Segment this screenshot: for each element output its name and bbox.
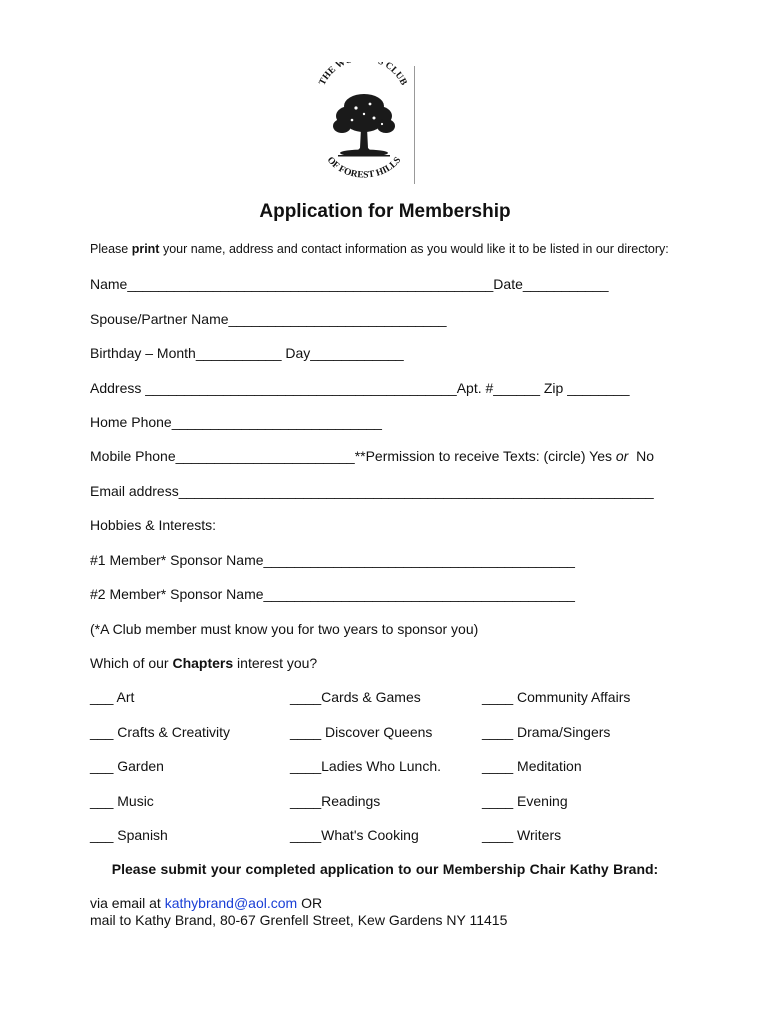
club-logo xyxy=(312,62,416,186)
email-link[interactable]: kathybrand@aol.com xyxy=(164,895,298,911)
mobile-phone-field[interactable] xyxy=(90,448,654,464)
via-email-or: OR xyxy=(297,895,323,911)
sponsor-note: (*A Club member must know you for two years to sponsor you) xyxy=(90,621,479,637)
via-email-text: via email at xyxy=(90,895,165,911)
chapter-meditation[interactable]: ____ Meditation xyxy=(482,758,582,774)
chapter-crafts-creativity[interactable]: ___ Crafts & Creativity xyxy=(90,724,231,740)
chapter-community-affairs[interactable]: ____ Community Affairs xyxy=(482,689,631,705)
sponsor-2-field[interactable]: #2 Member* Sponsor Name________________________________________ xyxy=(90,586,575,602)
intro-before: Please xyxy=(90,242,132,256)
intro-text xyxy=(90,242,669,256)
birthday-field[interactable]: Birthday – Month___________ Day____________ xyxy=(90,345,404,361)
chapter-garden[interactable]: ___ Garden xyxy=(90,758,164,774)
chapters-question-before: Which of our xyxy=(90,655,173,671)
name-date-field[interactable]: Name_______________________________________________Date___________ xyxy=(90,276,609,292)
address-field[interactable]: Address ________________________________________Apt. #______ Zip ________ xyxy=(90,380,630,396)
chapters-question-bold: Chapters xyxy=(172,655,234,671)
logo-top-text: THE W S CLUB xyxy=(317,62,409,88)
email-field[interactable]: Email address_____________________________________________________________ xyxy=(90,483,654,499)
page-title: Application for Membership xyxy=(259,201,511,222)
chapter-art[interactable]: ___ Art xyxy=(90,689,135,705)
home-phone-field[interactable]: Home Phone___________________________ xyxy=(90,414,382,430)
text-permission-no: No xyxy=(628,448,655,464)
chapter-drama-singers[interactable]: ____ Drama/Singers xyxy=(482,724,611,740)
chapter-readings[interactable]: ____Readings xyxy=(290,793,381,809)
logo-divider xyxy=(414,66,415,184)
submit-email-line xyxy=(90,895,322,911)
chapter-writers[interactable]: ____ Writers xyxy=(482,827,562,843)
chapter-ladies-who-lunch[interactable]: ____Ladies Who Lunch. xyxy=(290,758,441,774)
logo-bottom-text: OF FOREST HILLS xyxy=(324,155,404,181)
submit-mail-address: mail to Kathy Brand, 80-67 Grenfell Street, Kew Gardens NY 11415 xyxy=(90,912,508,928)
chapters-question-after: interest you? xyxy=(233,655,318,671)
chapter-whats-cooking[interactable]: ____What's Cooking xyxy=(290,827,419,843)
submit-heading: Please submit your completed application to our Membership Chair Kathy Brand: xyxy=(111,861,659,877)
chapter-evening[interactable]: ____ Evening xyxy=(482,793,568,809)
intro-bold: print xyxy=(131,242,160,256)
mobile-phone-text: Mobile Phone_______________________**Permission to receive Texts: (circle) Yes xyxy=(90,448,616,464)
oak-tree-icon xyxy=(312,62,416,186)
svg-text:OF FOREST HILLS xyxy=(325,155,404,180)
svg-text:THE WOMEN'S CLUB xyxy=(318,62,409,88)
chapter-discover-queens[interactable]: ____ Discover Queens xyxy=(290,724,433,740)
spouse-field[interactable]: Spouse/Partner Name____________________________ xyxy=(90,311,447,327)
hobbies-field[interactable]: Hobbies & Interests: xyxy=(90,517,217,533)
intro-after: your name, address and contact information as you would like it to be listed in our directory: xyxy=(159,242,669,256)
chapter-cards-games[interactable]: ____Cards & Games xyxy=(290,689,421,705)
text-permission-or: or xyxy=(615,448,629,464)
chapter-spanish[interactable]: ___ Spanish xyxy=(90,827,168,843)
chapters-question xyxy=(90,655,317,671)
chapter-music[interactable]: ___ Music xyxy=(90,793,154,809)
sponsor-1-field[interactable]: #1 Member* Sponsor Name________________________________________ xyxy=(90,552,575,568)
